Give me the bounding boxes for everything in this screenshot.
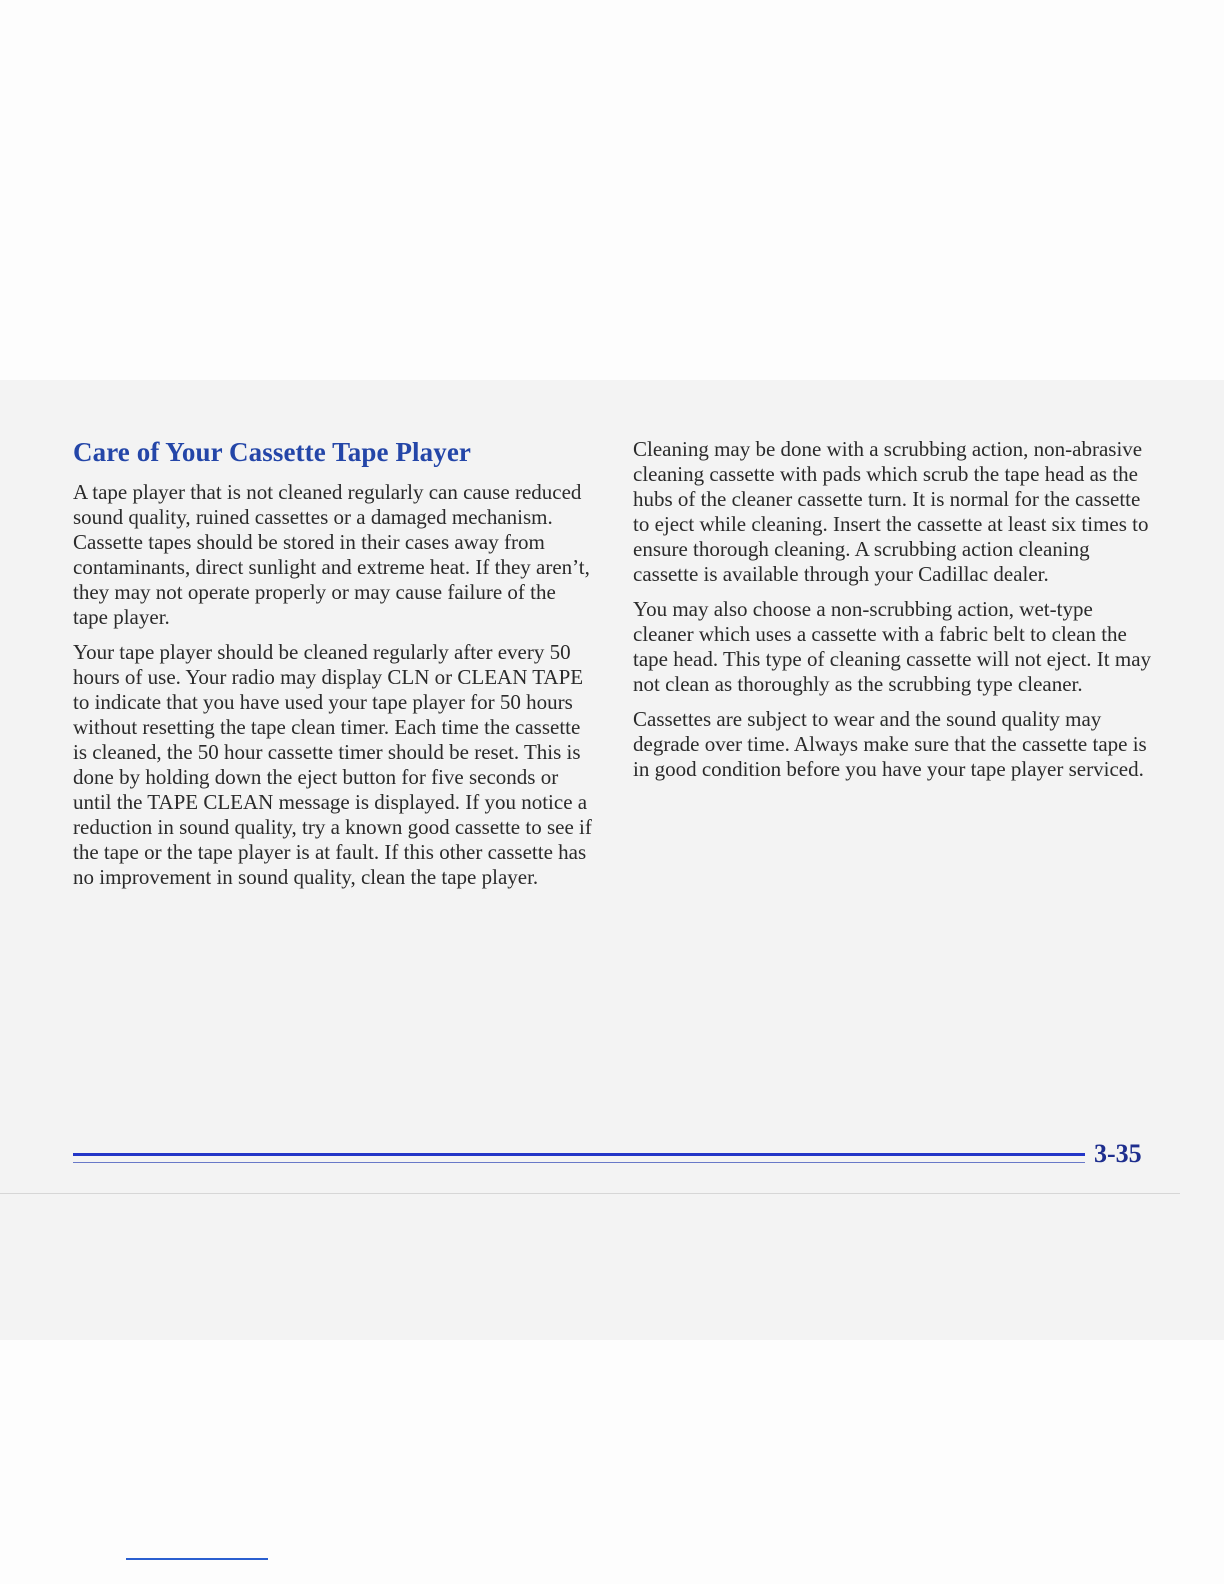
bottom-link-underline [126, 1558, 268, 1560]
paragraph: You may also choose a non-scrubbing action, wet-type cleaner which uses a cassette with a fabric belt to clean the tape head. This type of cleaning cassette will not eject. It may not clean as thoroughly as the scrubbing type cleaner. [633, 597, 1152, 696]
paragraph: A tape player that is not cleaned regularly can cause reduced sound quality, ruined cassettes or a damaged mechanism. Cassette tapes should be stored in their cases away from contaminants, direct sunlight and extreme heat. If they aren’t, they may not operate properly or may cause failure of the tape player. [73, 480, 590, 629]
page-number: 3-35 [1094, 1139, 1142, 1168]
section-title: Care of Your Cassette Tape Player [73, 437, 472, 467]
paragraph: Cleaning may be done with a scrubbing action, non-abrasive cleaning cassette with pads which scrub the tape head as the hubs of the cleaner cassette turn. It is normal for the cassette to eject while cleaning. Insert the cassette at least six times to ensure thorough cleaning. A scrubbing action cleaning cassette is available through your Cadillac dealer. [633, 437, 1149, 586]
panel-edge-divider [0, 1193, 1180, 1194]
right-column [633, 437, 1153, 792]
footer-rule-thin [73, 1162, 1085, 1163]
paragraph: Your tape player should be cleaned regularly after every 50 hours of use. Your radio may display CLN or CLEAN TAPE to indicate that you have used your tape player for 50 hours without resetting the tape clean timer. Each time the cassette is cleaned, the 50 hour cassette timer should be reset. This is done by holding down the eject button for five seconds or until the TAPE CLEAN message is displayed. If you notice a reduction in sound quality, try a known good cassette to see if the tape or the tape player is at fault. If this other cassette has no improvement in sound quality, clean the tape player. [73, 640, 592, 889]
paragraph: Cassettes are subject to wear and the sound quality may degrade over time. Always make sure that the cassette tape is in good condition before you have your tape player serviced. [633, 707, 1147, 781]
left-column [73, 480, 593, 900]
footer-rule [73, 1153, 1085, 1156]
